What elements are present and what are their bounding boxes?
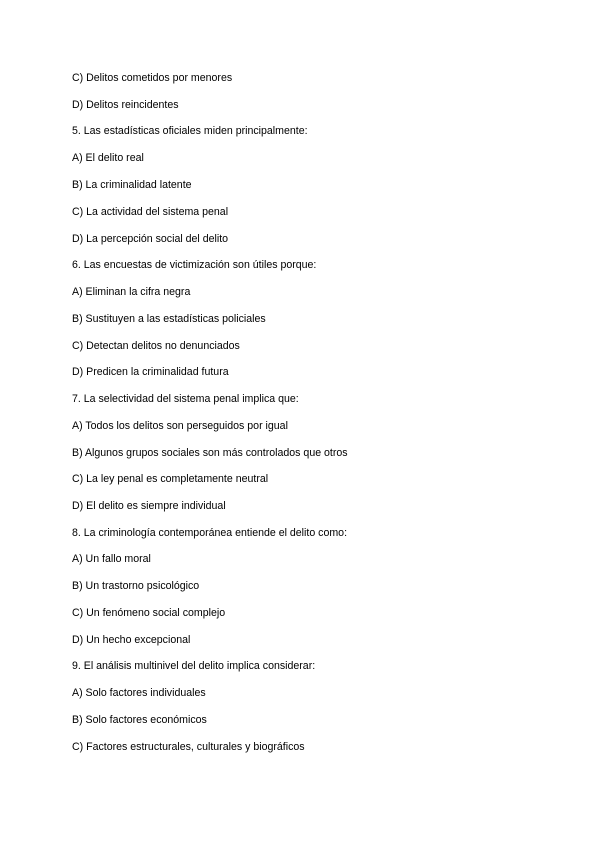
question-7: 7. La selectividad del sistema penal implica que: [72, 393, 299, 405]
option-a-q9: A) Solo factores individuales [72, 687, 206, 699]
option-b-q7: B) Algunos grupos sociales son más controlados que otros [72, 447, 348, 459]
question-6: 6. Las encuestas de victimización son útiles porque: [72, 259, 317, 271]
option-a-q8: A) Un fallo moral [72, 553, 151, 565]
option-b-q8: B) Un trastorno psicológico [72, 580, 200, 592]
option-d-q4: D) Delitos reincidentes [72, 99, 179, 111]
option-b-q5: B) La criminalidad latente [72, 179, 192, 191]
option-a-q7: A) Todos los delitos son perseguidos por igual [72, 420, 288, 432]
option-c-q9: C) Factores estructurales, culturales y biográficos [72, 741, 305, 753]
question-9: 9. El análisis multinivel del delito implica considerar: [72, 660, 316, 672]
option-c-q7: C) La ley penal es completamente neutral [72, 473, 269, 485]
question-8: 8. La criminología contemporánea entiende el delito como: [72, 527, 348, 539]
option-b-q9: B) Solo factores económicos [72, 714, 207, 726]
option-a-q5: A) El delito real [72, 152, 144, 164]
option-c-q8: C) Un fenómeno social complejo [72, 607, 226, 619]
question-5: 5. Las estadísticas oficiales miden principalmente: [72, 125, 308, 137]
option-c-q6: C) Detectan delitos no denunciados [72, 340, 240, 352]
option-b-q6: B) Sustituyen a las estadísticas policiales [72, 313, 266, 325]
option-d-q8: D) Un hecho excepcional [72, 634, 191, 646]
option-d-q5: D) La percepción social del delito [72, 233, 229, 245]
option-d-q7: D) El delito es siempre individual [72, 500, 226, 512]
option-c-q4: C) Delitos cometidos por menores [72, 72, 233, 84]
option-d-q6: D) Predicen la criminalidad futura [72, 366, 229, 378]
option-c-q5: C) La actividad del sistema penal [72, 206, 229, 218]
option-a-q6: A) Eliminan la cifra negra [72, 286, 191, 298]
